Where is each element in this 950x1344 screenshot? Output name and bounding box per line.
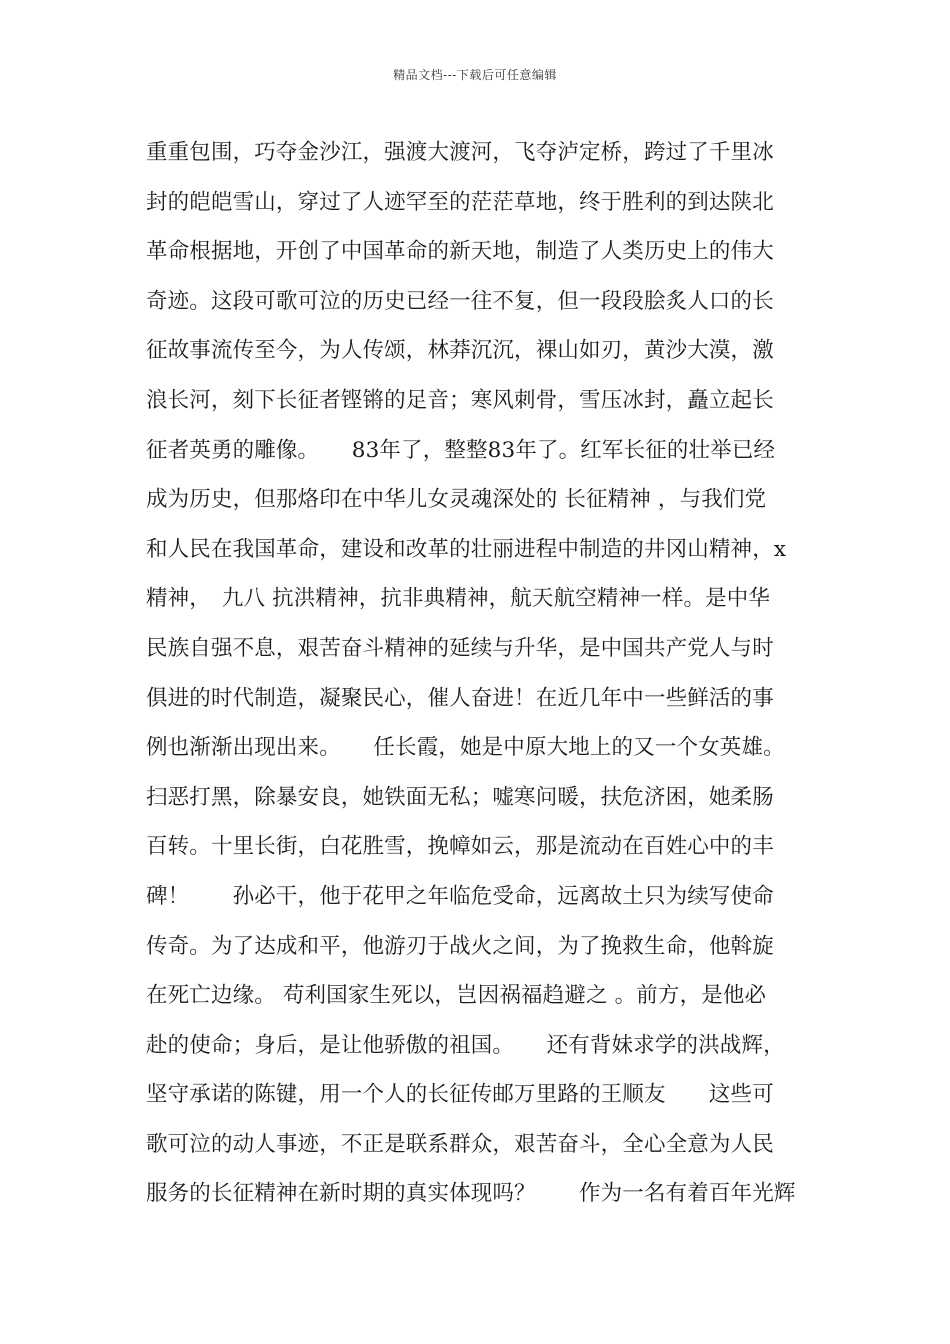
text-line: 扫恶打黑，除暴安良，她铁面无私；嘘寒问暖，扶危济困，她柔肠 [146,784,774,810]
text-line: 成为历史，但那烙印在中华儿女灵魂深处的 长征精神 ，与我们党 [146,487,767,513]
text-line: 例也渐渐出现出来。 任长霞，她是中原大地上的又一个女英雄。 [146,735,785,761]
body-text [146,128,826,1219]
text-line: 歌可泣的动人事迹，不正是联系群众，艰苦奋斗，全心全意为人民 [146,1131,774,1157]
text-line: 精神， 九八 抗洪精神，抗非典精神，航天航空精神一样。是中华 [146,586,771,612]
text-line: 民族自强不息，艰苦奋斗精神的延续与升华，是中国共产党人与时 [146,635,774,661]
text-line: 在死亡边缘。 苟利国家生死以，岂因祸福趋避之 。前方，是他必 [146,983,767,1009]
page-header: 精品文档---下载后可任意编辑 [393,68,557,82]
text-line: 浪长河，刻下长征者铿锵的足音；寒风刺骨，雪压冰封，矗立起长 [146,387,774,413]
text-line: 坚守承诺的陈键，用一个人的长征传邮万里路的王顺友 这些可 [146,1082,774,1108]
text-line: 赴的使命；身后，是让他骄傲的祖国。 还有背妹求学的洪战辉， [146,1032,785,1058]
text-line: 革命根据地，开创了中国革命的新天地，制造了人类历史上的伟大 [146,239,774,265]
text-line: 服务的长征精神在新时期的真实体现吗？ 作为一名有着百年光辉 [146,1181,796,1207]
text-line: 百转。十里长街，白花胜雪，挽幛如云，那是流动在百姓心中的丰 [146,834,774,860]
text-line: 传奇。为了达成和平，他游刃于战火之间，为了挽救生命，他斡旋 [146,933,774,959]
text-line: 征故事流传至今，为人传颂，林莽沉沉，裸山如刃，黄沙大漠，激 [146,338,774,364]
text-line: 碑！ 孙必干，他于花甲之年临危受命，远离故土只为续写使命 [146,883,774,909]
text-line: 重重包围，巧夺金沙江，强渡大渡河，飞夺泸定桥，跨过了千里冰 [146,140,774,165]
text-line: 封的皑皑雪山，穿过了人迹罕至的茫茫草地，终于胜利的到达陕北 [146,189,774,215]
text-line: 俱进的时代制造，凝聚民心，催人奋进！在近几年中一些鲜活的事 [146,685,774,711]
text-line: 和人民在我国革命，建设和改革的壮丽进程中制造的井冈山精神，x [146,536,787,562]
text-line: 征者英勇的雕像。 83年了，整整83年了。红军长征的壮举已经 [146,437,776,463]
text-line: 奇迹。这段可歌可泣的历史已经一往不复，但一段段脍炙人口的长 [146,288,774,314]
